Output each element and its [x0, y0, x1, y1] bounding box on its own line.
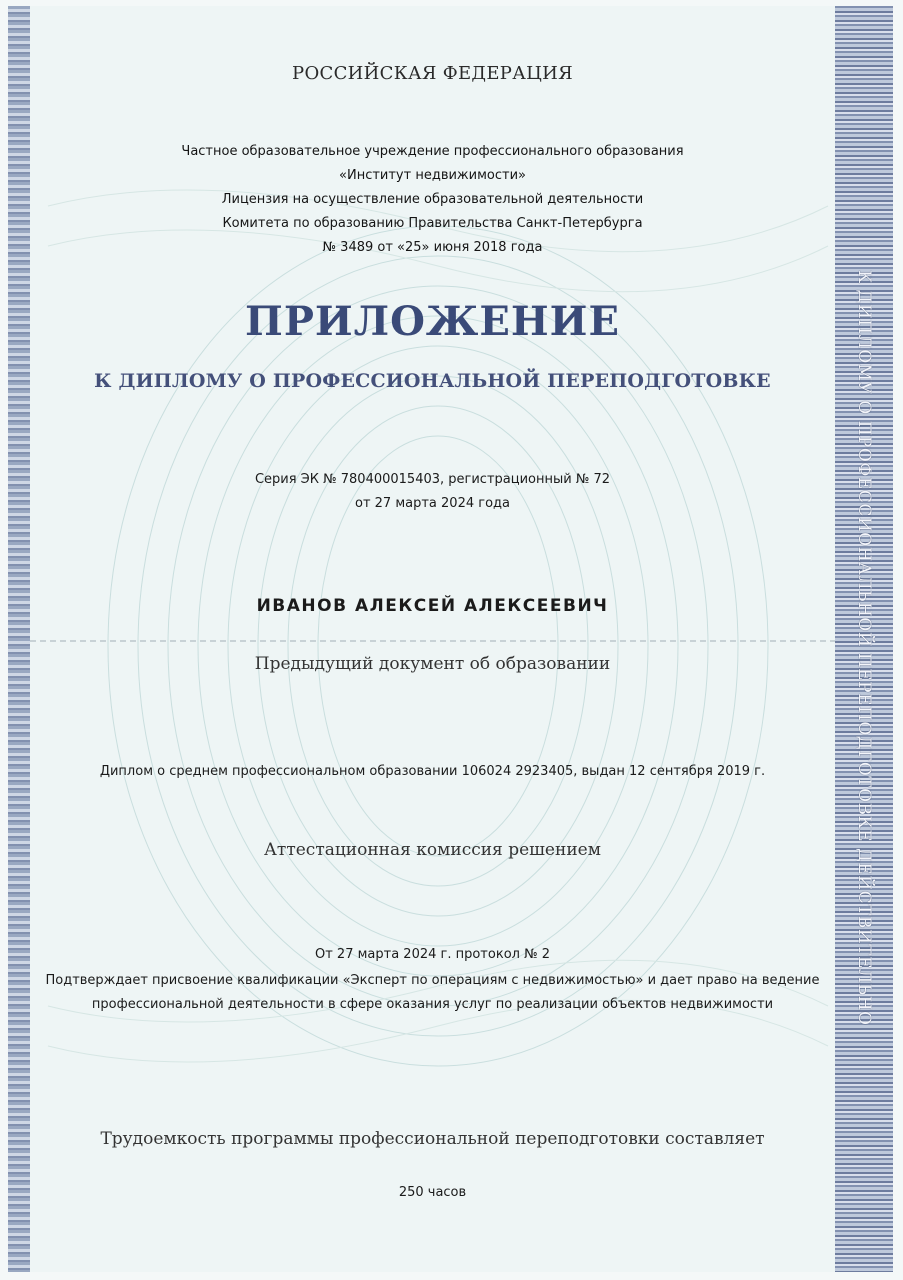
- labor-intensity-label: Трудоемкость программы профессиональной переподготовки составляет: [100, 1129, 765, 1149]
- country-heading: РОССИЙСКАЯ ФЕДЕРАЦИЯ: [292, 63, 573, 84]
- series-number: Серия ЭК № 780400015403, регистрационный № 72: [254, 472, 611, 487]
- qualification-line-1: Подтверждает присвоение квалификации «Эксперт по операциям с недвижимостью» и дает право на ведение: [45, 973, 820, 988]
- side-band-text: К ДИПЛОМУ О ПРОФЕССИОНАЛЬНОЙ ПЕРЕПОДГОТОВКЕ ДЕЙСТВИТЕЛЬНО: [854, 270, 874, 1026]
- commission-label: Аттестационная комиссия решением: [264, 840, 601, 860]
- previous-document-label: Предыдущий документ об образовании: [254, 654, 611, 674]
- holder-name: ИВАНОВ АЛЕКСЕЙ АЛЕКСЕЕВИЧ: [256, 596, 609, 616]
- hours-value: 250 часов: [398, 1185, 467, 1200]
- document-subtitle: К ДИПЛОМУ О ПРОФЕССИОНАЛЬНОЙ ПЕРЕПОДГОТОВКЕ: [94, 370, 771, 392]
- series-date: от 27 марта 2024 года: [355, 496, 510, 511]
- left-security-border: [8, 6, 30, 1272]
- fold-line: [30, 640, 835, 642]
- institution-line: Комитета по образованию Правительства Санкт-Петербурга: [222, 216, 643, 231]
- document-page: [8, 6, 893, 1272]
- protocol-line: От 27 марта 2024 г. протокол № 2: [314, 947, 551, 962]
- institution-line: Лицензия на осуществление образовательной деятельности: [221, 192, 644, 207]
- institution-line: № 3489 от «25» июня 2018 года: [322, 240, 543, 255]
- institution-line: «Институт недвижимости»: [339, 168, 526, 183]
- previous-document-value: Диплом о среднем профессиональном образовании 106024 2923405, выдан 12 сентября 2019 г.: [99, 764, 766, 779]
- document-title: ПРИЛОЖЕНИЕ: [245, 298, 620, 345]
- institution-line: Частное образовательное учреждение профессионального образования: [181, 144, 684, 159]
- qualification-line-2: профессиональной деятельности в сфере оказания услуг по реализации объектов недвижимости: [91, 997, 774, 1012]
